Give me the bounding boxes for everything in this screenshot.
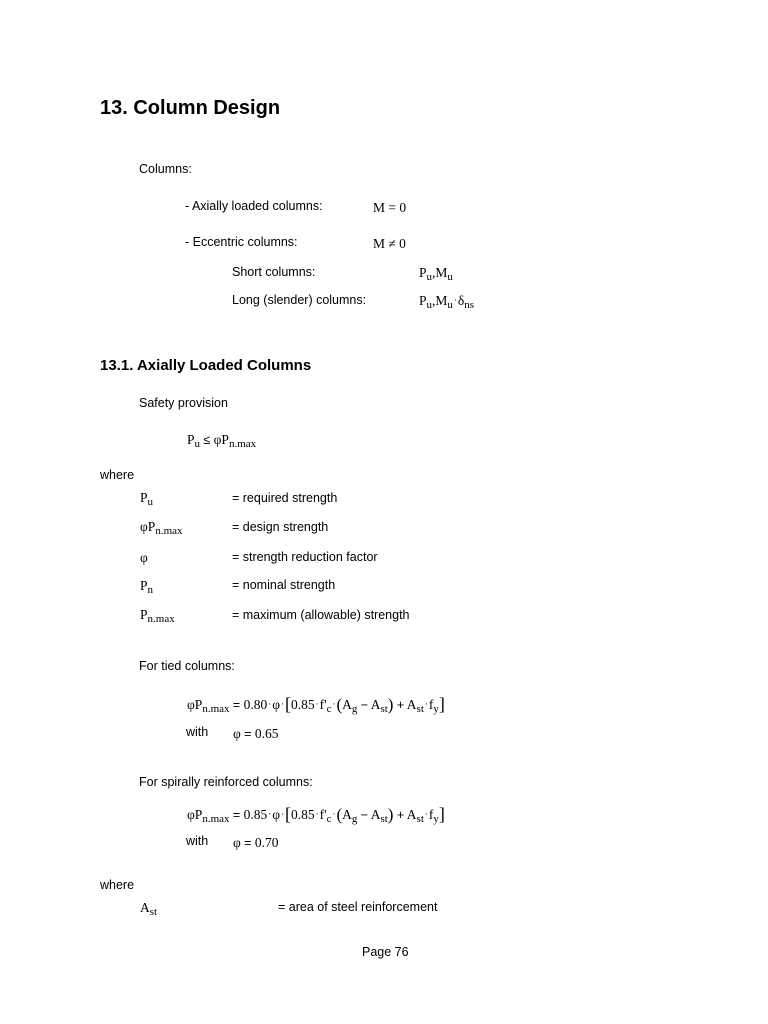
where2-label: where <box>100 878 135 892</box>
tied-phi: φ = 0.65 <box>233 726 279 741</box>
symbol-phi-pnmax: $\varphi P_{n.max}$ <box>140 519 183 537</box>
short-columns-label: Short columns: <box>232 265 316 279</box>
symbol-pn: $P_n$ <box>140 578 154 596</box>
def-ast: = area of steel reinforcement <box>278 900 438 914</box>
tied-formula: $\varphi P_{n.max} = 0.80\cdot\varphi\cdot[0.85\cdot f'_c\cdot(A_g - A_{st}) + A_{st}\cdot f_y]$ <box>187 694 445 715</box>
long-columns-label: Long (slender) columns: <box>232 293 367 307</box>
spiral-phi-value: 0.70 <box>254 835 279 850</box>
tied-phi-value: 0.65 <box>254 726 279 741</box>
columns-label: Columns: <box>139 162 192 176</box>
def-pu: = required strength <box>232 491 338 505</box>
spiral-with-label: with <box>186 834 209 848</box>
axial-equation: M = 0 <box>373 200 407 215</box>
safety-formula: $P_u \le \varphi P_{n.max}$ <box>187 432 257 450</box>
safety-label: Safety provision <box>139 396 228 410</box>
eccentric-label: - Eccentric columns: <box>185 235 298 249</box>
page-number: Page 76 <box>362 945 409 959</box>
axial-label: - Axially loaded columns: <box>185 199 323 213</box>
page-title: 13. Column Design <box>100 97 281 119</box>
eccentric-equation: M ≠ 0 <box>373 236 406 251</box>
spiral-label: For spirally reinforced columns: <box>139 775 313 789</box>
where-label: where <box>100 468 135 482</box>
section-title: 13.1. Axially Loaded Columns <box>100 357 312 374</box>
def-pn: = nominal strength <box>232 578 336 592</box>
symbol-phi: φ <box>140 550 148 565</box>
symbol-ast: $A_{st}$ <box>140 900 158 918</box>
def-pnmax: = maximum (allowable) strength <box>232 608 410 622</box>
long-columns-formula: $P_u,M_u\cdot\delta_{ns}$ <box>419 293 475 311</box>
spiral-phi: φ = 0.70 <box>233 835 279 850</box>
def-phi: = strength reduction factor <box>232 550 378 564</box>
spiral-formula: $\varphi P_{n.max} = 0.85\cdot\varphi\cdot[0.85\cdot f'_c\cdot(A_g - A_{st}) + A_{st}\cdot f_y]$ <box>187 804 445 825</box>
tied-label: For tied columns: <box>139 659 235 673</box>
spiral-coefficient: 0.85 <box>243 807 268 822</box>
symbol-pnmax: $P_{n.max}$ <box>140 607 175 625</box>
tied-with-label: with <box>186 725 209 739</box>
symbol-pu: $P_u$ <box>140 490 154 508</box>
tied-coefficient: 0.80 <box>243 697 268 712</box>
short-columns-formula: $P_u,M_u$ <box>419 265 453 283</box>
def-phi-pnmax: = design strength <box>232 520 329 534</box>
